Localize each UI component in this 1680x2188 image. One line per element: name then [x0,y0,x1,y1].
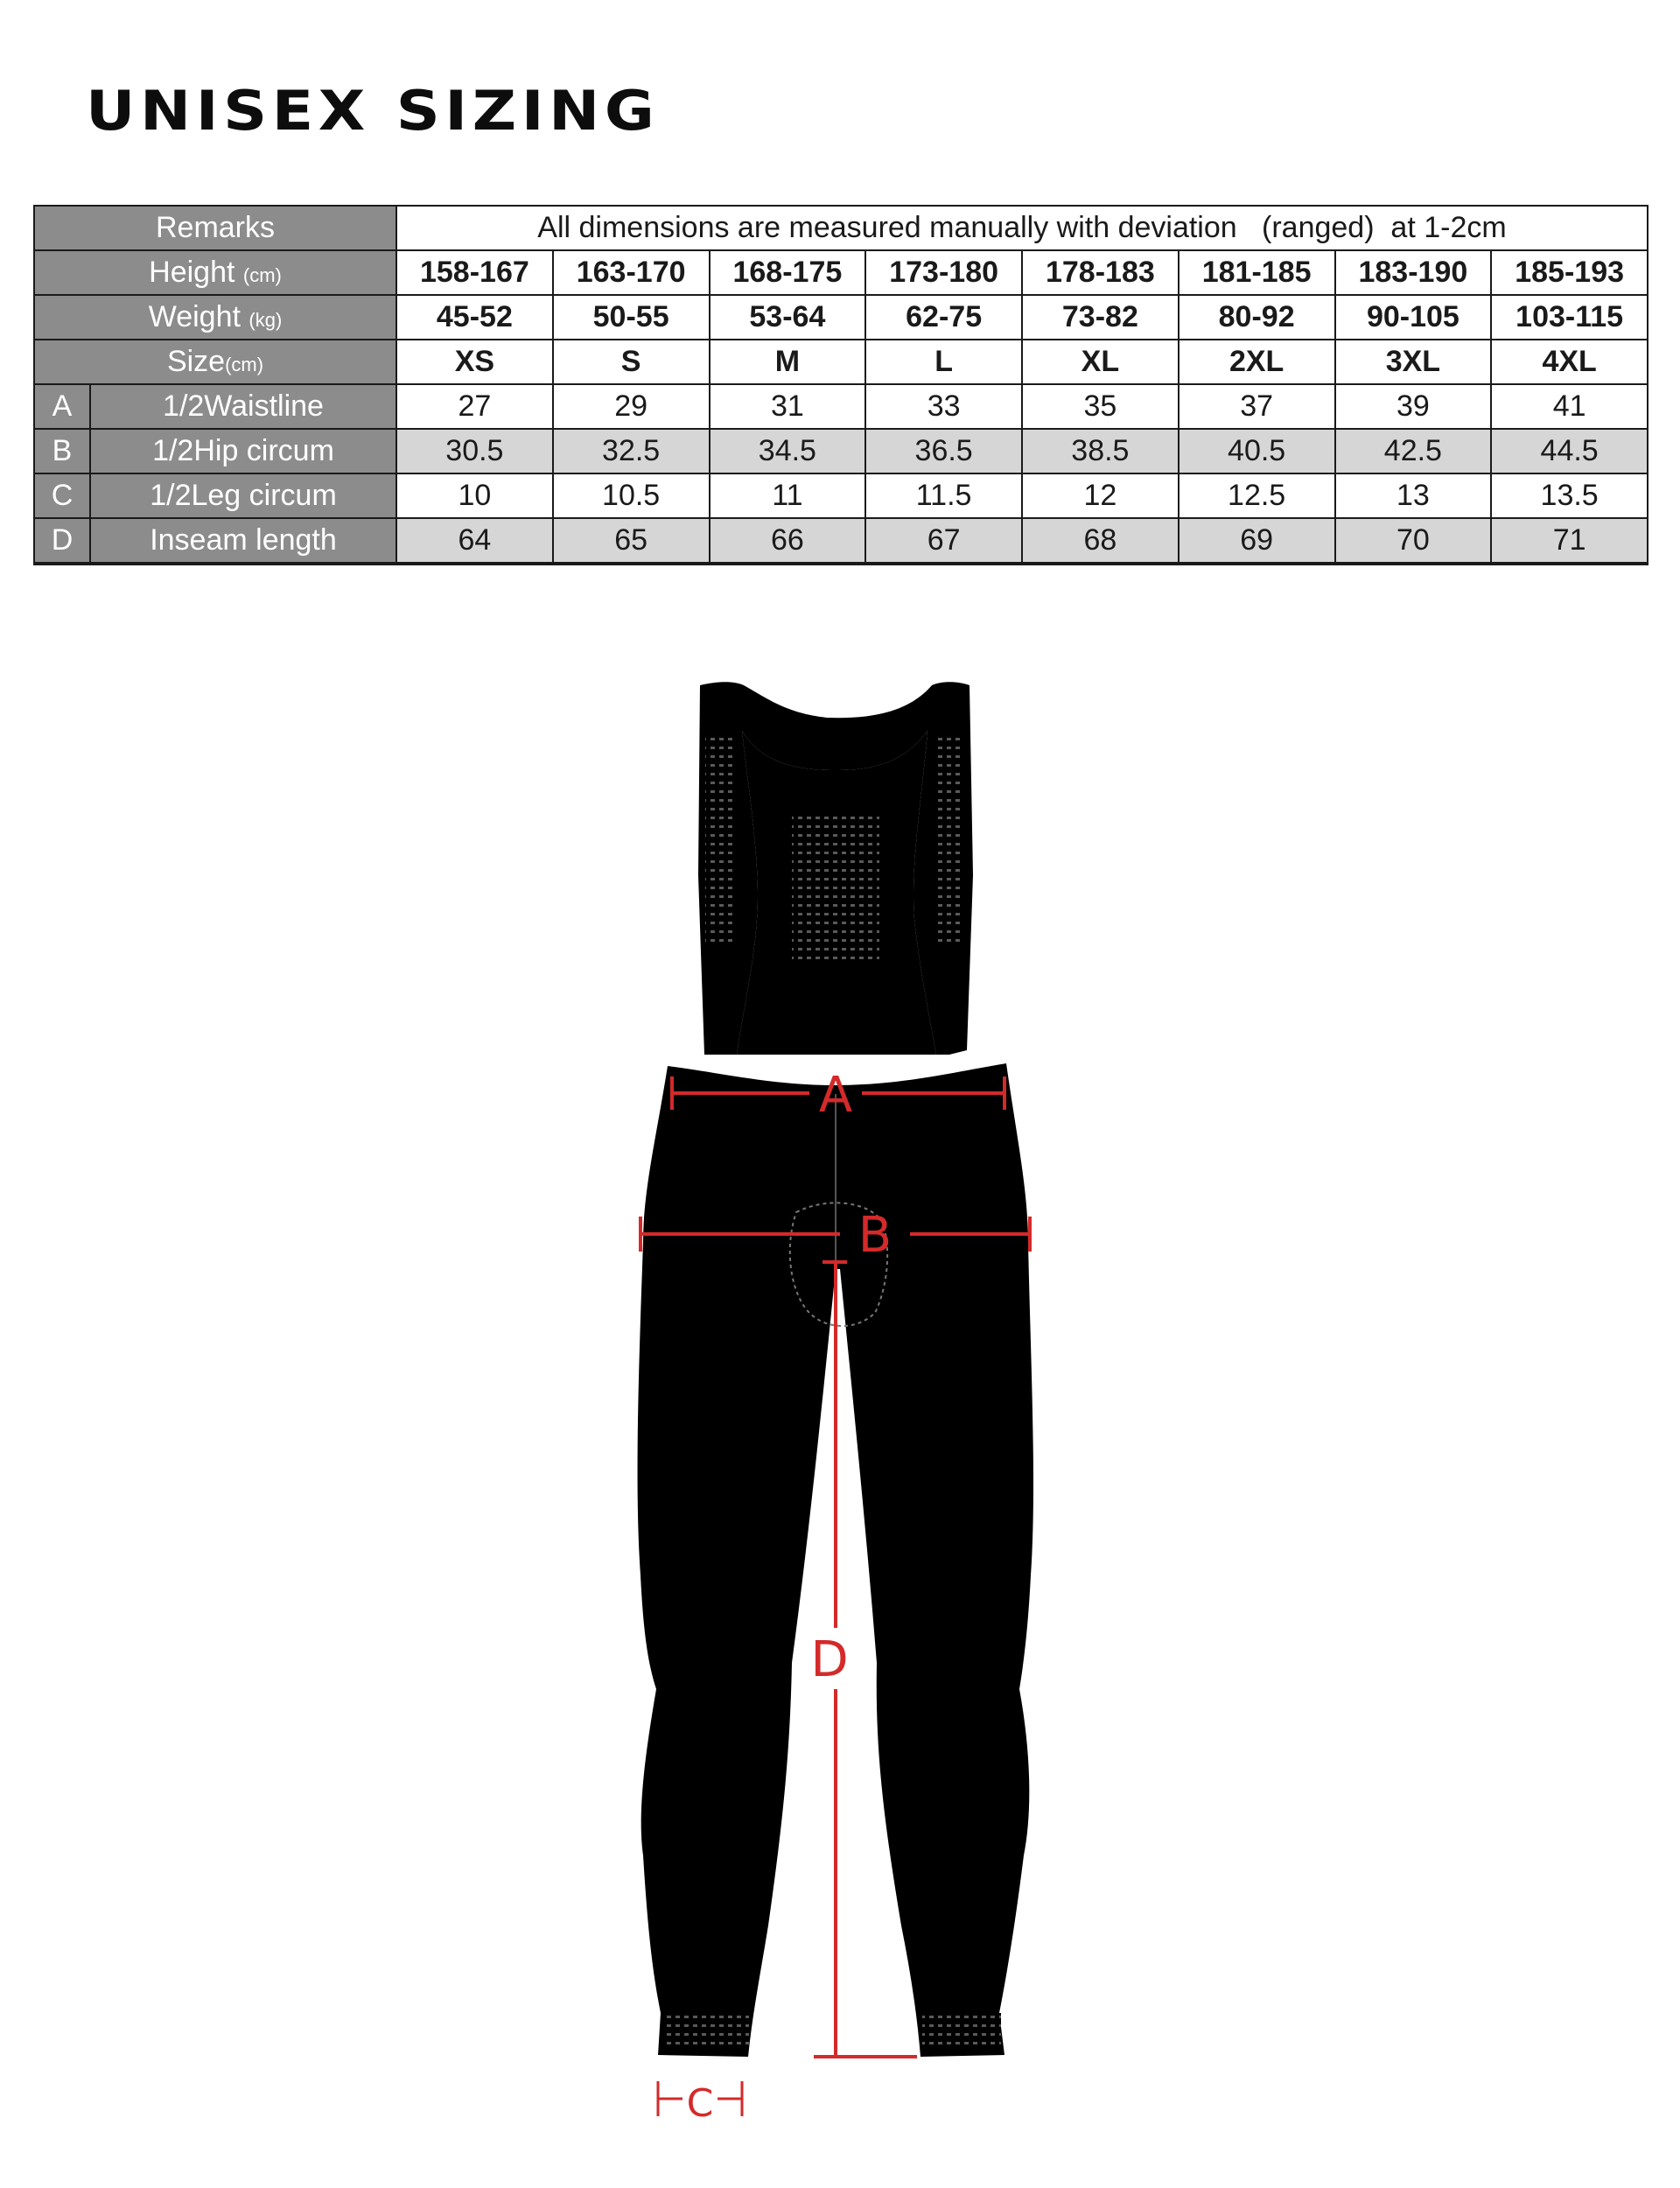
measurement-cell: 12 [1022,473,1179,518]
weight-cell: 73-82 [1022,295,1179,340]
weight-unit: (kg) [248,309,283,331]
measurement-cell: 37 [1179,384,1335,429]
height-cell: 163-170 [553,250,710,295]
height-cell: 173-180 [865,250,1022,295]
measurement-cell: 11 [710,473,866,518]
measurement-cell: 70 [1335,518,1492,564]
height-label: Height [149,256,235,289]
measurement-cell: 10 [396,473,553,518]
dimension-b-label: B [858,1207,892,1264]
weight-cell: 103-115 [1491,295,1648,340]
measurement-cell: 10.5 [553,473,710,518]
measurement-cell: 42.5 [1335,429,1492,473]
row-label: 1/2Waistline [90,384,396,429]
measurement-cell: 39 [1335,384,1492,429]
left-strap-mesh [705,735,733,945]
measurement-cell: 64 [396,518,553,564]
weight-cell: 90-105 [1335,295,1492,340]
weight-cell: 62-75 [865,295,1022,340]
size-cell: S [553,340,710,384]
row-label: 1/2Hip circum [90,429,396,473]
size-cell: XL [1022,340,1179,384]
size-cell: L [865,340,1022,384]
page-title: UNISEX SIZING [86,79,660,143]
measurement-cell: 67 [865,518,1022,564]
measurement-cell: 38.5 [1022,429,1179,473]
size-cell: 4XL [1491,340,1648,384]
back-panel-mesh [792,814,879,963]
size-cell: XS [396,340,553,384]
measurement-cell: 34.5 [710,429,866,473]
size-cell: 3XL [1335,340,1492,384]
size-cell: 2XL [1179,340,1335,384]
size-label: Size [166,345,226,378]
measurement-cell: 68 [1022,518,1179,564]
measurement-cell: 69 [1179,518,1335,564]
measurement-cell: 29 [553,384,710,429]
weight-label: Weight [148,300,241,333]
measurement-cell: 12.5 [1179,473,1335,518]
row-letter: A [34,384,90,429]
weight-cell: 45-52 [396,295,553,340]
row-letter: C [34,473,90,518]
measurement-cell: 65 [553,518,710,564]
measurement-cell: 11.5 [865,473,1022,518]
measurement-cell: 27 [396,384,553,429]
measurement-cell: 32.5 [553,429,710,473]
weight-cell: 50-55 [553,295,710,340]
row-letter: B [34,429,90,473]
measurement-cell: 44.5 [1491,429,1648,473]
measurement-cell: 35 [1022,384,1179,429]
measurement-cell: 41 [1491,384,1648,429]
row-letter: D [34,518,90,564]
measurement-cell: 13.5 [1491,473,1648,518]
measurement-cell: 71 [1491,518,1648,564]
dimension-d-label: D [810,1631,849,1688]
measurement-cell: 30.5 [396,429,553,473]
height-cell: 181-185 [1179,250,1335,295]
measurement-cell: 66 [710,518,866,564]
measurement-cell: 33 [865,384,1022,429]
dimension-a-label: A [818,1067,853,1124]
size-unit: (cm) [225,354,264,375]
height-cell: 185-193 [1491,250,1648,295]
measurement-cell: 36.5 [865,429,1022,473]
row-label: Inseam length [90,518,396,564]
size-cell: M [710,340,866,384]
measurement-cell: 13 [1335,473,1492,518]
left-cuff-mesh [665,2013,749,2044]
right-cuff-mesh [922,2013,1001,2044]
measurement-cell: 40.5 [1179,429,1335,473]
measurement-cell: 31 [710,384,866,429]
height-unit: (cm) [242,264,282,286]
weight-cell: 53-64 [710,295,866,340]
remarks-label: Remarks [34,206,396,250]
dimension-c-label: C [686,2081,714,2126]
height-cell: 183-190 [1335,250,1492,295]
height-cell: 168-175 [710,250,866,295]
right-strap-mesh [934,735,962,945]
height-cell: 158-167 [396,250,553,295]
remarks-text: All dimensions are measured manually with deviation (ranged) at 1-2cm [396,206,1648,250]
row-label: 1/2Leg circum [90,473,396,518]
height-cell: 178-183 [1022,250,1179,295]
weight-cell: 80-92 [1179,295,1335,340]
